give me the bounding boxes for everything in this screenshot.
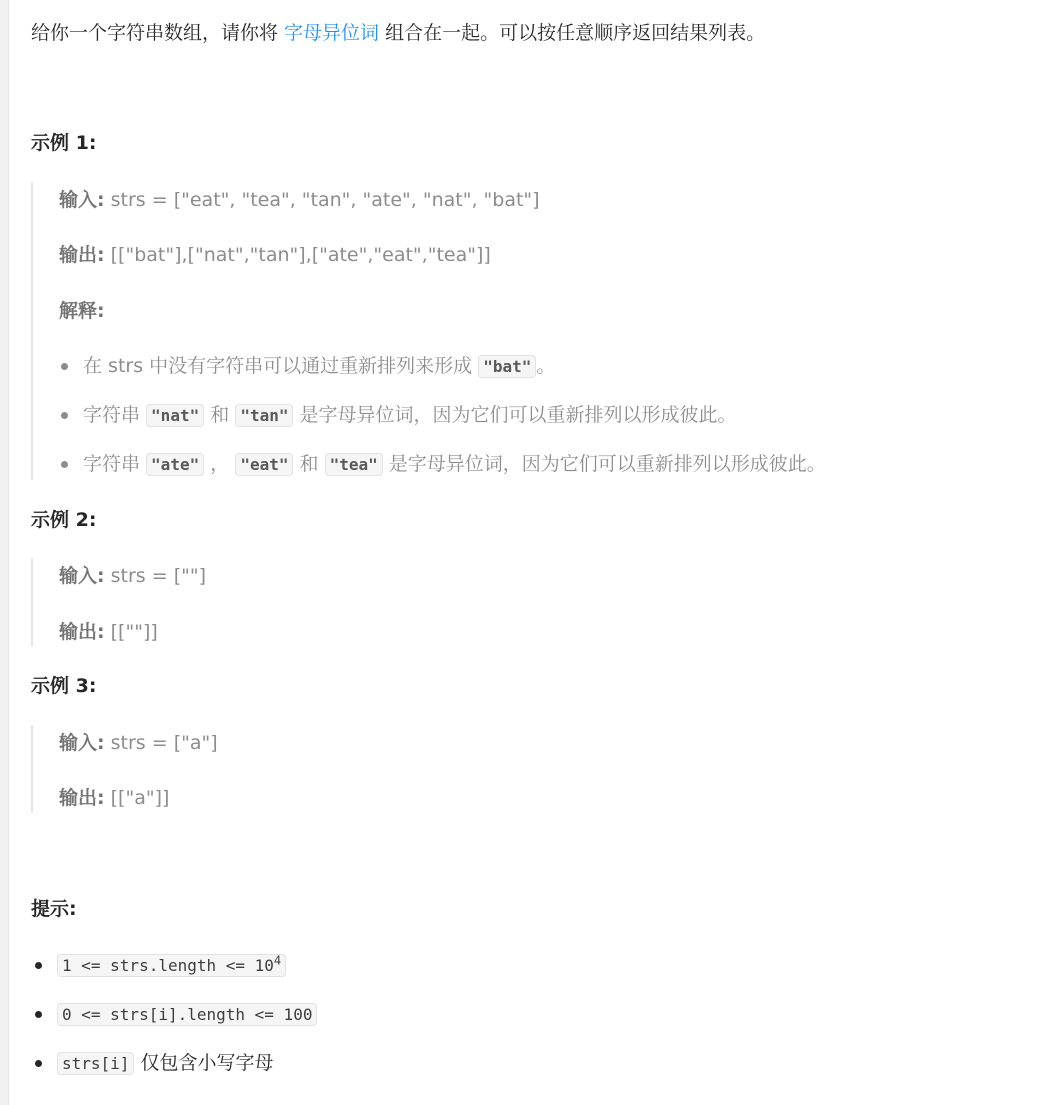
- example-1-input: 输入: strs = ["eat", "tea", "tan", "ate", "nat", "bat"]: [59, 189, 540, 211]
- example-3-output: 输出: [["a"]]: [59, 787, 170, 809]
- example-3-input: 输入: strs = ["a"]: [59, 732, 218, 754]
- example-1-output: 输出: [["bat"],["nat","tan"],["ate","eat","tea"]]: [59, 244, 491, 266]
- list-item: 字符串 "ate" ， "eat" 和 "tea" 是字母异位词，因为它们可以重新排列以形成彼此。: [83, 450, 826, 479]
- list-item: strs[i] 仅包含小写字母: [57, 1049, 273, 1078]
- anagram-link[interactable]: 字母异位词: [284, 22, 380, 44]
- example-1-heading: 示例 1:: [31, 132, 97, 154]
- list-item: 1 <= strs.length <= $10^4$: [57, 951, 286, 980]
- bullet-icon: [35, 1060, 42, 1067]
- example-2-output: 输出: [[""]]: [59, 621, 158, 643]
- list-item: 在 strs 中没有字符串可以通过重新排列来形成 "bat" 。: [83, 352, 555, 381]
- left-gutter: [0, 0, 9, 1105]
- bullet-icon: [35, 962, 42, 969]
- list-item: 字符串 "nat" 和 "tan" 是字母异位词，因为它们可以重新排列以形成彼此。: [83, 401, 737, 430]
- bullet-icon: [61, 363, 68, 370]
- intro-paragraph: 给你一个字符串数组，请你将 字母异位词 组合在一起。可以按任意顺序返回结果列表。: [31, 22, 766, 44]
- example-1-explain-label: 解释:: [59, 300, 105, 322]
- hints-heading: 提示:: [31, 898, 77, 920]
- example-2-block: [31, 558, 1033, 646]
- bullet-icon: [61, 412, 68, 419]
- bullet-icon: [35, 1011, 42, 1018]
- bullet-icon: [61, 461, 68, 468]
- example-2-input: 输入: strs = [""]: [59, 565, 207, 587]
- example-1-block: [31, 182, 1033, 480]
- list-item: 0 <= strs[i].length <= 100: [57, 1000, 317, 1029]
- example-2-heading: 示例 2:: [31, 509, 97, 531]
- example-3-heading: 示例 3:: [31, 675, 97, 697]
- example-3-block: [31, 725, 1033, 813]
